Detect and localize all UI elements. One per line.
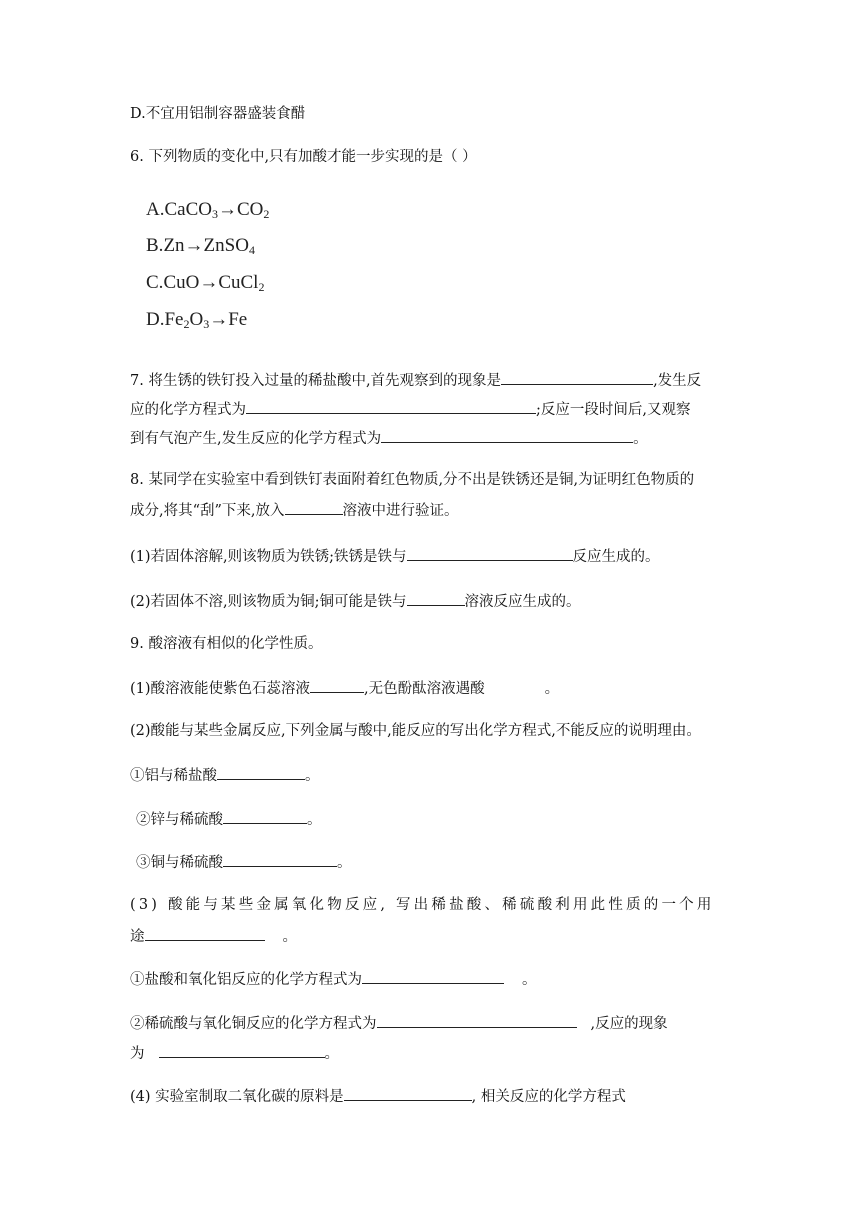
text: ,反应的现象 [590, 1016, 668, 1032]
text: (1)酸溶液能使紫色石蕊溶液 [130, 681, 311, 697]
text: 6. 下列物质的变化中,只有加酸才能一步实现的是（ ） [130, 149, 477, 165]
text: ①铝与稀盐酸 [130, 768, 217, 784]
option-label: A. [146, 199, 165, 220]
subscript: 3 [203, 317, 210, 331]
answer-blank[interactable] [344, 1085, 472, 1101]
question-9-part-3a [130, 968, 537, 990]
question-9-part-4 [130, 1085, 626, 1107]
formula-part: →Fe [209, 309, 248, 330]
question-7-line-1 [130, 369, 701, 391]
question-9-part-2a [130, 764, 320, 786]
answer-blank[interactable] [223, 851, 337, 867]
subscript: 2 [263, 207, 270, 221]
answer-blank[interactable] [223, 808, 307, 824]
answer-blank[interactable] [159, 1042, 325, 1058]
formula-part: Fe [164, 309, 184, 330]
text: 成分,将其“刮”下来,放入 [130, 503, 285, 519]
text: ①盐酸和氧化铝反应的化学方程式为 [130, 972, 362, 988]
option-d-prev [130, 104, 305, 124]
question-9-part-2c [136, 851, 352, 873]
subscript: 3 [211, 207, 218, 221]
text: 。 [522, 972, 537, 988]
text: 途 [130, 929, 145, 945]
formula-part: O [189, 309, 204, 330]
text: ;反应一段时间后,又观察 [536, 402, 691, 418]
text: (4) 实验室制取二氧化碳的原料是 [130, 1089, 344, 1105]
question-8-line-2 [130, 499, 459, 521]
answer-blank[interactable] [381, 427, 633, 443]
question-9-part-2 [130, 721, 701, 741]
question-6 [130, 147, 477, 167]
option-c [146, 271, 264, 299]
text: 8. 某同学在实验室中看到铁钉表面附着红色物质,分不出是铁锈还是铜,为证明红色物质的 [130, 472, 695, 488]
option-d [146, 308, 247, 336]
answer-blank[interactable] [285, 499, 343, 515]
text: 。 [337, 855, 352, 871]
question-9-part-3-line-2 [130, 925, 297, 947]
text: 7. 将生锈的铁钉投入过量的稀盐酸中,首先观察到的现象是 [130, 373, 502, 389]
option-label: D. [146, 309, 165, 330]
text: 。 [305, 768, 320, 784]
text: ②稀硫酸与氧化铜反应的化学方程式为 [130, 1016, 377, 1032]
question-9-part-3-line-1 [130, 895, 715, 915]
option-b [146, 234, 255, 262]
text: (3) 酸能与某些金属氧化物反应, 写出稀盐酸、稀硫酸利用此性质的一个用 [130, 897, 715, 913]
question-8-line-1 [130, 470, 694, 490]
question-9-part-3b-line-1 [130, 1012, 668, 1034]
text: 9. 酸溶液有相似的化学性质。 [130, 636, 323, 652]
text: 为 [130, 1046, 145, 1062]
question-8-part-1 [130, 545, 660, 567]
subscript: 2 [258, 280, 265, 294]
text: (1)若固体溶解,则该物质为铁锈;铁锈是铁与 [130, 549, 407, 565]
answer-blank[interactable] [501, 369, 653, 385]
answer-blank[interactable] [407, 590, 465, 606]
answer-blank[interactable] [310, 677, 364, 693]
question-9-part-3b-line-2 [130, 1042, 339, 1064]
answer-blank[interactable] [145, 925, 265, 941]
question-9-part-2b [136, 808, 322, 830]
text: ③铜与稀硫酸 [136, 855, 223, 871]
formula-part: CuO→CuCl [163, 272, 259, 293]
subscript: 4 [248, 243, 255, 257]
formula-part: CaCO [164, 199, 212, 220]
text: D.不宜用铝制容器盛装食醋 [130, 106, 306, 122]
answer-blank[interactable] [217, 764, 305, 780]
formula-part: Zn→ZnSO [163, 235, 249, 256]
text: ②锌与稀硫酸 [136, 812, 223, 828]
text: ,发生反 [653, 373, 702, 389]
answer-blank[interactable] [407, 545, 573, 561]
option-label: C. [146, 272, 164, 293]
answer-blank[interactable] [246, 398, 536, 414]
text: 溶液反应生成的。 [464, 594, 581, 610]
text: 到有气泡产生,发生反应的化学方程式为 [130, 431, 382, 447]
text: (2)酸能与某些金属反应,下列金属与酸中,能反应的写出化学方程式,不能反应的说明理由。 [130, 723, 701, 739]
question-8-part-2 [130, 590, 581, 612]
text: 。 [544, 681, 560, 697]
text: 。 [307, 812, 322, 828]
option-a [146, 198, 269, 226]
formula-part: →CO [217, 199, 264, 220]
question-9-part-1 [130, 677, 559, 699]
question-9 [130, 634, 322, 654]
subscript: 2 [183, 317, 190, 331]
question-7-line-3 [130, 427, 648, 449]
text: ,无色酚酞溶液遇酸 [364, 681, 485, 697]
text: (2)若固体不溶,则该物质为铜;铜可能是铁与 [130, 594, 407, 610]
answer-blank[interactable] [362, 968, 504, 984]
question-7-line-2 [130, 398, 691, 420]
text: 。 [282, 929, 297, 945]
text: 溶液中进行验证。 [342, 503, 459, 519]
text: 。 [324, 1046, 339, 1062]
text: 。 [633, 431, 648, 447]
text: 反应生成的。 [572, 549, 660, 565]
text: 应的化学方程式为 [130, 402, 246, 418]
answer-blank[interactable] [377, 1012, 577, 1028]
option-label: B. [146, 235, 164, 256]
text: , 相关反应的化学方程式 [471, 1089, 626, 1105]
